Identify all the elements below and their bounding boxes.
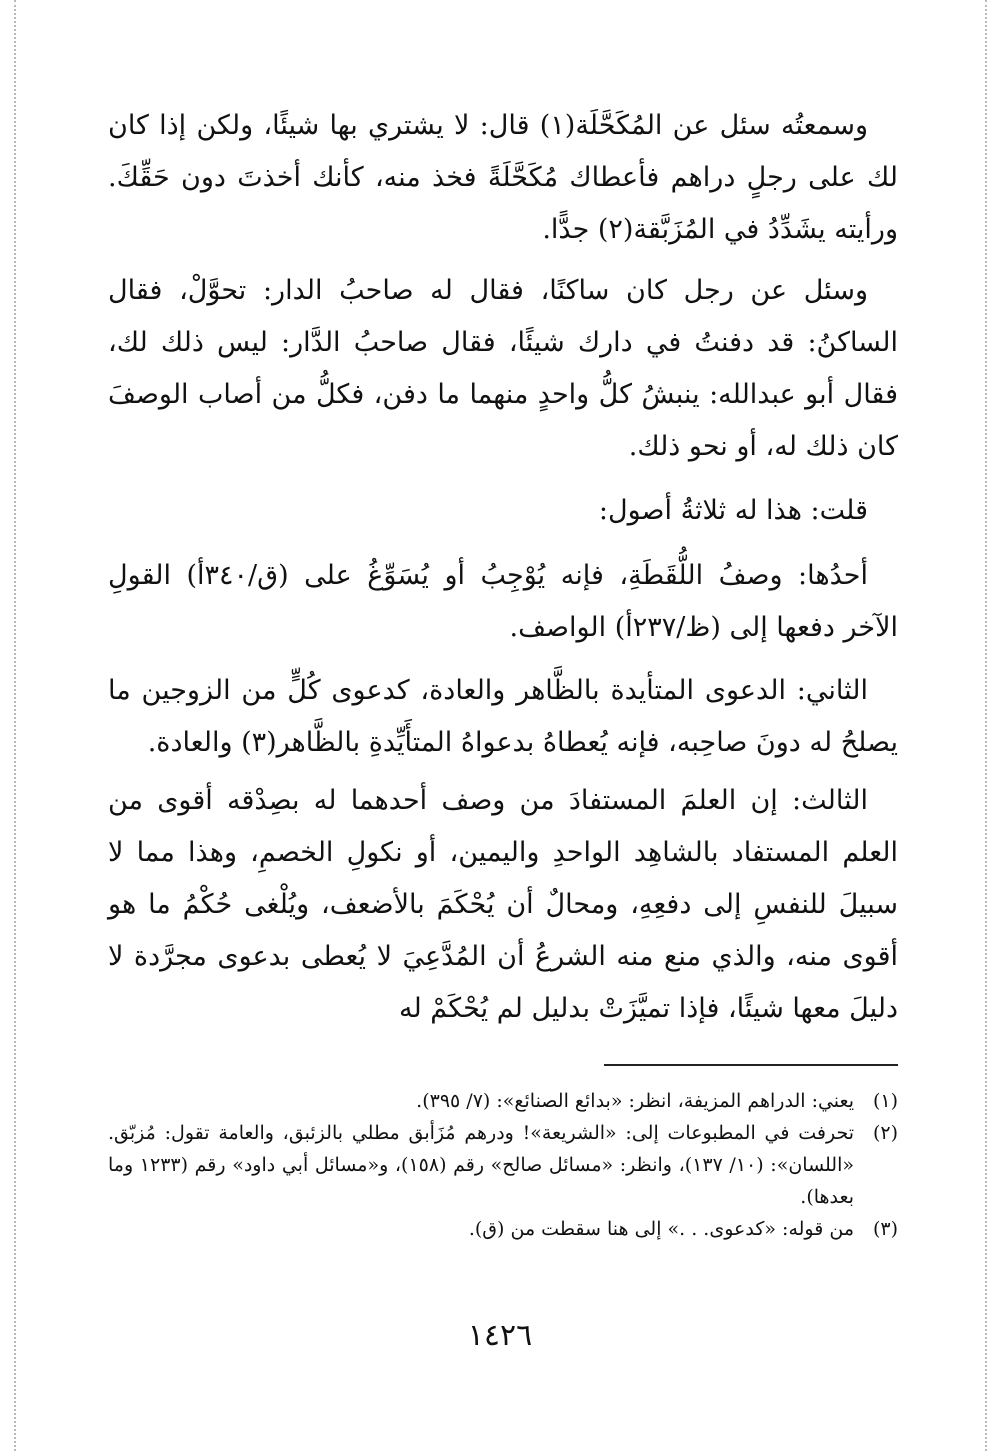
paragraph-5: [108, 665, 898, 769]
footnote-number: (٣): [872, 1218, 898, 1240]
footnote-separator: [604, 1064, 898, 1066]
footnote-text: من قوله: «كدعوى. . .» إلى هنا سقطت من (ق).: [468, 1218, 854, 1240]
footnotes: [108, 1085, 898, 1245]
paragraph-2: [108, 265, 898, 473]
footnote-3: [108, 1213, 898, 1245]
footnote-1: [108, 1085, 898, 1117]
paragraph-text: أحدُها: وصفُ اللُّقَطَةِ، فإنه يُوْجِبُ أو يُسَوِّغُ على (ق/٣٤٠أ) القولِ الآخر دفعها إلى (ظ/٢٣٧أ) الواصف.: [108, 560, 898, 643]
paragraph-text: قلت: هذا له ثلاثةُ أصول:: [598, 495, 868, 526]
scan-edge-right: [985, 0, 987, 1451]
footnote-2: [108, 1117, 898, 1213]
paragraph-6: [108, 775, 898, 1035]
paragraph-1: [108, 100, 898, 256]
paragraph-text: الثاني: الدعوى المتأيدة بالظَّاهر والعادة، كدعوى كُلٍّ من الزوجين ما يصلحُ له دونَ صاحِبه، فإنه يُعطاهُ بدعواهُ المتأَيِّدةِ بالظَّاهر(٣) والعادة.: [108, 675, 898, 758]
paragraph-4: [108, 550, 898, 654]
paragraph-text: الثالث: إن العلمَ المستفادَ من وصف أحدهما له بصِدْقه أقوى من العلم المستفاد بالشاهِد الواحدِ واليمين، أو نكولِ الخصمِ، وهذا مما لا سبيلَ للنفسِ إلى دفعِهِ، ومحالٌ أن يُحْكَمَ بالأضعف، ويُلْغى حُكْمُ ما هو أقوى منه، والذي منع منه الشرعُ أن المُدَّعِيَ لا يُعطى بدعوى مجرَّدة لا دليلَ معها شيئًا، فإذا تميَّزَتْ بدليل لم يُحْكَمْ له: [108, 785, 898, 1024]
footnote-text: يعني: الدراهم المزيفة، انظر: «بدائع الصنائع»: (٧/ ٣٩٥).: [416, 1090, 854, 1112]
footnote-text: تحرفت في المطبوعات إلى: «الشريعة»! ودرهم مُزَأبق مطلي بالزئبق، والعامة تقول: مُزبّق. «اللسان»: (١٠/ ١٣٧)، وانظر: «مسائل صالح» رقم (١٥٨)، و«مسائل أبي داود» رقم (١٢٣٣ وما بعدها).: [108, 1122, 854, 1208]
paragraph-3: [108, 485, 898, 537]
scan-edge-left: [14, 0, 16, 1451]
page-number: ١٤٢٦: [467, 1318, 533, 1353]
footnote-number: (١): [872, 1090, 898, 1112]
paragraph-text: وسئل عن رجل كان ساكنًا، فقال له صاحبُ الدار: تحوَّلْ، فقال الساكنُ: قد دفنتُ في دارك شيئًا، فقال صاحبُ الدَّار: ليس ذلك لك، فقال أبو عبدالله: ينبشُ كلُّ واحدٍ منهما ما دفن، فكلُّ من أصاب الوصفَ كان ذلك له، أو نحو ذلك.: [108, 275, 898, 462]
paragraph-text: وسمعتُه سئل عن المُكَحَّلَة(١) قال: لا يشتري بها شيئًا، ولكن إذا كان لك على رجلٍ دراهم فأعطاك مُكَحَّلَةً فخذ منه، كأنك أخذتَ دون حَقِّكَ. ورأيته يشَدِّدُ في المُزَبَّقة(٢) جدًّا.: [108, 110, 898, 245]
footnote-number: (٢): [872, 1122, 898, 1144]
